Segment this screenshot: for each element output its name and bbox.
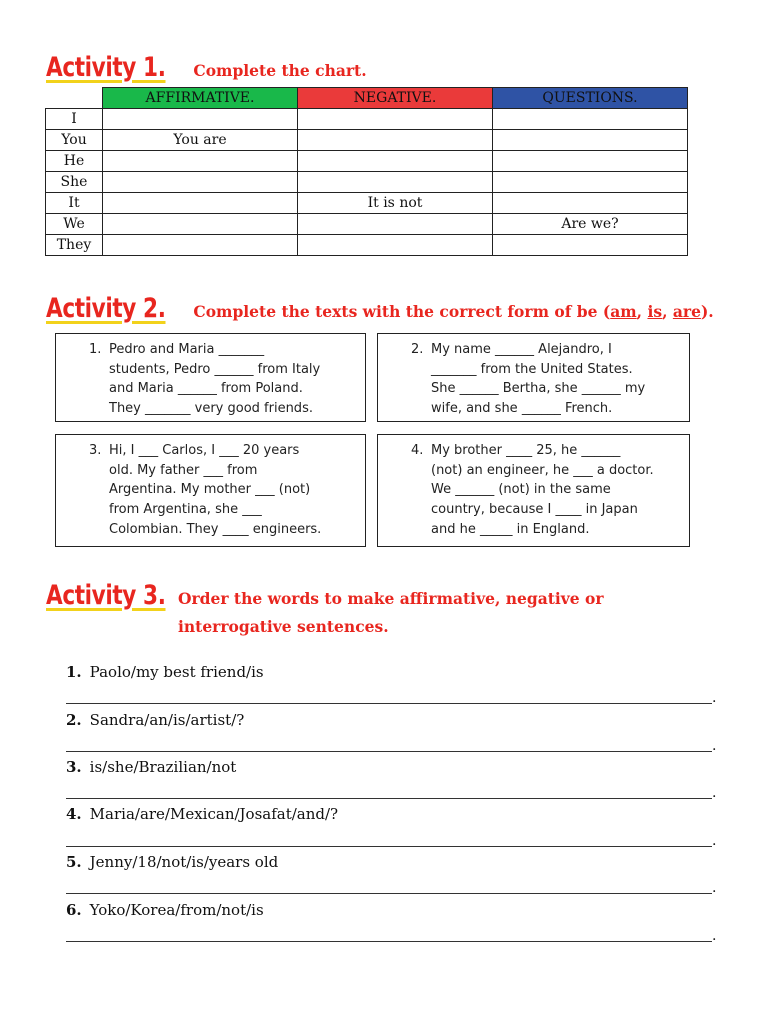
text-body[interactable]: My name ______ Alejandro, I _______ from the United States. She ______ Bertha, she ______ my wife, and she ______ French. — [431, 342, 646, 417]
chart-row-i — [46, 109, 688, 130]
activity-3-header — [46, 580, 195, 611]
sentence-item-3 — [66, 758, 236, 776]
text-body[interactable]: My brother ____ 25, he ______ (not) an engineer, he ___ a doctor. We ______ (not) in the same country, because I ____ in Japan and he _____ in England. — [431, 443, 654, 537]
activity-2-title: Activity 2. — [46, 293, 166, 324]
chart-row-he — [46, 151, 688, 172]
affirmative-cell[interactable] — [103, 193, 298, 214]
separator: , — [636, 302, 648, 321]
question-cell[interactable] — [493, 235, 688, 256]
question-cell[interactable] — [493, 109, 688, 130]
chart-corner — [46, 88, 103, 109]
item-number: 1. — [66, 663, 82, 681]
activity-3-title: Activity 3. — [46, 580, 166, 611]
header-affirmative: AFFIRMATIVE. — [103, 88, 298, 109]
answer-line-end: . — [712, 928, 717, 944]
pronoun-cell: We — [46, 214, 103, 235]
activity-3-instruction-line2: interrogative sentences. — [178, 617, 389, 636]
chart-row-you — [46, 130, 688, 151]
answer-line-5[interactable] — [66, 893, 712, 894]
item-number: 4. — [66, 805, 82, 823]
header-negative: NEGATIVE. — [298, 88, 493, 109]
question-cell[interactable] — [493, 130, 688, 151]
chart-row-we — [46, 214, 688, 235]
activity-2-header — [46, 293, 714, 324]
item-number: 5. — [66, 853, 82, 871]
chart-row-it — [46, 193, 688, 214]
answer-line-1[interactable] — [66, 703, 712, 704]
chart-row-she — [46, 172, 688, 193]
affirmative-cell[interactable] — [103, 235, 298, 256]
text-box-1 — [55, 333, 366, 422]
negative-cell[interactable] — [298, 214, 493, 235]
activity-3-instruction-line1: Order the words to make affirmative, negative or — [178, 589, 604, 608]
keyword-are: are — [672, 302, 701, 321]
text-number: 3. — [89, 443, 102, 458]
text-body[interactable]: Hi, I ___ Carlos, I ___ 20 years old. My father ___ from Argentina. My mother ___ (not) from Argentina, she ___ Colombian. They ____ engineers. — [109, 443, 322, 537]
activity-2-instruction — [193, 302, 713, 321]
item-words: Sandra/an/is/artist/? — [89, 711, 245, 729]
pronoun-cell: You — [46, 130, 103, 151]
item-number: 6. — [66, 901, 82, 919]
text-box-4 — [377, 434, 690, 547]
affirmative-cell[interactable] — [103, 214, 298, 235]
negative-cell[interactable] — [298, 235, 493, 256]
chart-header-row — [46, 88, 688, 109]
instruction-end: ). — [700, 302, 714, 321]
pronoun-cell: He — [46, 151, 103, 172]
answer-line-4[interactable] — [66, 846, 712, 847]
item-words: Jenny/18/not/is/years old — [89, 853, 279, 871]
conjugation-chart — [45, 87, 688, 256]
affirmative-cell[interactable] — [103, 109, 298, 130]
keyword-am: am — [610, 302, 637, 321]
chart-row-they — [46, 235, 688, 256]
negative-cell[interactable] — [298, 151, 493, 172]
sentence-item-5 — [66, 853, 278, 871]
pronoun-cell: They — [46, 235, 103, 256]
answer-line-2[interactable] — [66, 751, 712, 752]
question-cell[interactable] — [493, 151, 688, 172]
item-number: 2. — [66, 711, 82, 729]
text-number: 1. — [89, 342, 102, 357]
answer-line-end: . — [712, 785, 717, 801]
answer-line-end: . — [712, 880, 717, 896]
question-cell[interactable]: Are we? — [493, 214, 688, 235]
pronoun-cell: I — [46, 109, 103, 130]
activity-1-header — [46, 52, 367, 83]
pronoun-cell: It — [46, 193, 103, 214]
answer-line-end: . — [712, 738, 717, 754]
pronoun-cell: She — [46, 172, 103, 193]
keyword-is: is — [647, 302, 663, 321]
separator: , — [662, 302, 673, 321]
affirmative-cell[interactable] — [103, 172, 298, 193]
instruction-text: Complete the texts with the correct form of be ( — [193, 302, 611, 321]
negative-cell[interactable]: It is not — [298, 193, 493, 214]
sentence-item-4 — [66, 805, 338, 823]
answer-line-3[interactable] — [66, 798, 712, 799]
header-questions: QUESTIONS. — [493, 88, 688, 109]
text-body[interactable]: Pedro and Maria _______ students, Pedro ______ from Italy and Maria ______ from Poland. They _______ very good friends. — [109, 342, 321, 417]
text-box-2 — [377, 333, 690, 422]
text-box-3 — [55, 434, 366, 547]
answer-line-end: . — [712, 690, 717, 706]
affirmative-cell[interactable] — [103, 151, 298, 172]
text-number: 4. — [411, 443, 424, 458]
item-words: Paolo/my best friend/is — [89, 663, 264, 681]
activity-1-instruction: Complete the chart. — [193, 61, 367, 80]
sentence-item-2 — [66, 711, 244, 729]
text-number: 2. — [411, 342, 424, 357]
answer-line-6[interactable] — [66, 941, 712, 942]
sentence-item-1 — [66, 663, 264, 681]
affirmative-cell[interactable]: You are — [103, 130, 298, 151]
sentence-item-6 — [66, 901, 264, 919]
negative-cell[interactable] — [298, 109, 493, 130]
activity-1-title: Activity 1. — [46, 52, 166, 83]
negative-cell[interactable] — [298, 172, 493, 193]
negative-cell[interactable] — [298, 130, 493, 151]
item-words: Yoko/Korea/from/not/is — [89, 901, 264, 919]
question-cell[interactable] — [493, 172, 688, 193]
item-number: 3. — [66, 758, 82, 776]
answer-line-end: . — [712, 833, 717, 849]
question-cell[interactable] — [493, 193, 688, 214]
item-words: Maria/are/Mexican/Josafat/and/? — [89, 805, 339, 823]
item-words: is/she/Brazilian/not — [89, 758, 237, 776]
